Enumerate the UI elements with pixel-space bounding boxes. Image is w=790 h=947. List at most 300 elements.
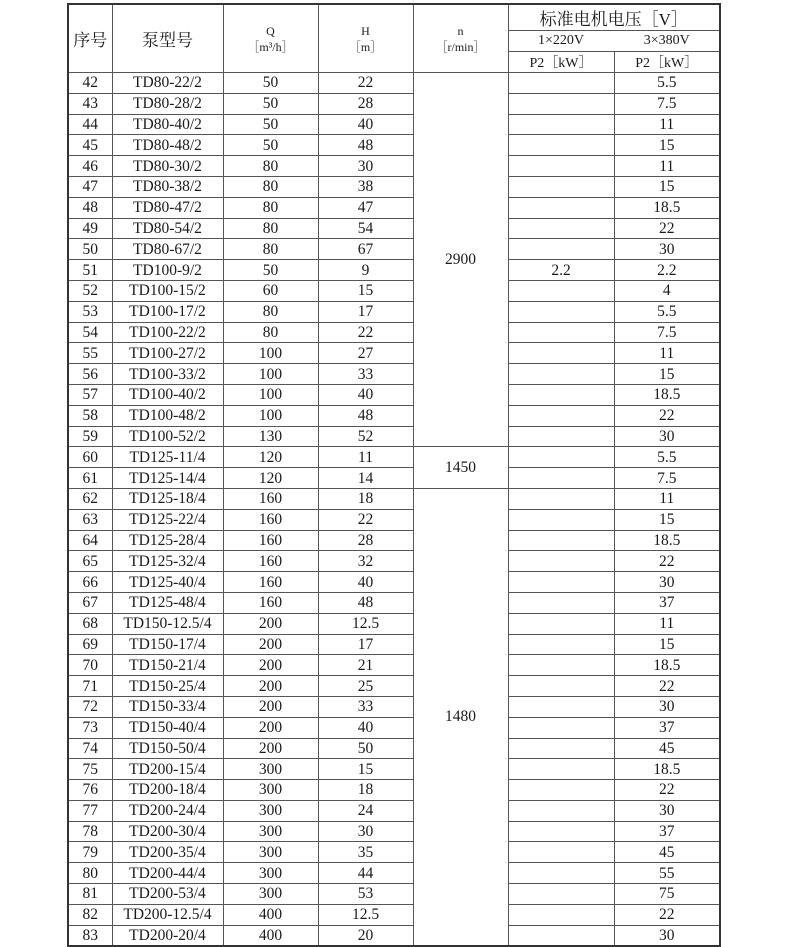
- cell-no: 52: [68, 280, 112, 301]
- cell-model: TD100-22/2: [112, 322, 223, 343]
- cell-p2-three: 55: [614, 863, 720, 884]
- table-header: [68, 4, 720, 73]
- cell-p2-three: 45: [614, 738, 720, 759]
- cell-model: TD100-52/2: [112, 426, 223, 447]
- cell-flow: 100: [223, 343, 318, 364]
- cell-head: 27: [318, 343, 413, 364]
- cell-no: 43: [68, 93, 112, 114]
- cell-p2-three: 7.5: [614, 468, 720, 489]
- cell-p2-three: 30: [614, 572, 720, 593]
- cell-flow: 100: [223, 384, 318, 405]
- cell-no: 59: [68, 426, 112, 447]
- cell-no: 44: [68, 114, 112, 135]
- cell-flow: 200: [223, 676, 318, 697]
- cell-flow: 160: [223, 509, 318, 530]
- cell-model: TD200-44/4: [112, 863, 223, 884]
- cell-p2-three: 22: [614, 218, 720, 239]
- cell-head: 28: [318, 93, 413, 114]
- cell-no: 45: [68, 135, 112, 156]
- cell-flow: 50: [223, 260, 318, 281]
- cell-model: TD80-47/2: [112, 197, 223, 218]
- cell-head: 28: [318, 530, 413, 551]
- cell-model: TD80-30/2: [112, 156, 223, 177]
- cell-model: TD150-33/4: [112, 696, 223, 717]
- cell-p2-single: [508, 114, 614, 135]
- cell-head: 9: [318, 260, 413, 281]
- cell-p2-three: 11: [614, 156, 720, 177]
- cell-flow: 50: [223, 73, 318, 94]
- cell-head: 40: [318, 384, 413, 405]
- table-row: [68, 73, 720, 94]
- cell-model: TD200-20/4: [112, 925, 223, 946]
- cell-flow: 120: [223, 447, 318, 468]
- cell-head: 48: [318, 592, 413, 613]
- cell-head: 18: [318, 488, 413, 509]
- table-row: [68, 863, 720, 884]
- cell-p2-three: 11: [614, 613, 720, 634]
- cell-p2-single: [508, 759, 614, 780]
- cell-model: TD80-67/2: [112, 239, 223, 260]
- cell-flow: 200: [223, 634, 318, 655]
- cell-p2-three: 15: [614, 364, 720, 385]
- cell-flow: 50: [223, 114, 318, 135]
- cell-model: TD150-50/4: [112, 738, 223, 759]
- cell-flow: 300: [223, 780, 318, 801]
- cell-model: TD200-35/4: [112, 842, 223, 863]
- cell-p2-three: 18.5: [614, 530, 720, 551]
- cell-p2-single: [508, 364, 614, 385]
- cell-p2-single: [508, 696, 614, 717]
- cell-p2-three: 30: [614, 426, 720, 447]
- header-single-phase: 1×220V: [508, 31, 614, 52]
- table-row: [68, 468, 720, 489]
- cell-no: 72: [68, 696, 112, 717]
- cell-no: 60: [68, 447, 112, 468]
- table-row: [68, 364, 720, 385]
- cell-head: 15: [318, 280, 413, 301]
- cell-model: TD125-40/4: [112, 572, 223, 593]
- cell-model: TD150-40/4: [112, 717, 223, 738]
- cell-flow: 300: [223, 842, 318, 863]
- table-row: [68, 488, 720, 509]
- table-row: [68, 904, 720, 925]
- table-row: [68, 821, 720, 842]
- table-row: [68, 405, 720, 426]
- cell-no: 48: [68, 197, 112, 218]
- cell-p2-three: 30: [614, 696, 720, 717]
- cell-p2-single: [508, 301, 614, 322]
- cell-p2-three: 15: [614, 509, 720, 530]
- cell-p2-three: 7.5: [614, 322, 720, 343]
- cell-head: 53: [318, 884, 413, 905]
- cell-flow: 80: [223, 197, 318, 218]
- cell-no: 54: [68, 322, 112, 343]
- cell-no: 74: [68, 738, 112, 759]
- header-three-phase: 3×380V: [614, 31, 720, 52]
- table-row: [68, 135, 720, 156]
- cell-p2-three: 11: [614, 114, 720, 135]
- cell-no: 61: [68, 468, 112, 489]
- cell-head: 12.5: [318, 904, 413, 925]
- cell-no: 67: [68, 592, 112, 613]
- cell-p2-single: [508, 135, 614, 156]
- cell-p2-three: 22: [614, 551, 720, 572]
- cell-no: 81: [68, 884, 112, 905]
- cell-p2-single: [508, 655, 614, 676]
- header-no: 序号: [68, 4, 112, 73]
- table-row: [68, 738, 720, 759]
- cell-model: TD150-17/4: [112, 634, 223, 655]
- cell-no: 78: [68, 821, 112, 842]
- cell-flow: 300: [223, 863, 318, 884]
- header-voltage-group: 标准电机电压［V］: [508, 4, 720, 31]
- cell-p2-three: 18.5: [614, 759, 720, 780]
- cell-model: TD80-40/2: [112, 114, 223, 135]
- cell-model: TD100-33/2: [112, 364, 223, 385]
- cell-no: 57: [68, 384, 112, 405]
- cell-no: 47: [68, 176, 112, 197]
- table-row: [68, 384, 720, 405]
- cell-no: 46: [68, 156, 112, 177]
- cell-flow: 200: [223, 613, 318, 634]
- cell-p2-three: 45: [614, 842, 720, 863]
- table-row: [68, 280, 720, 301]
- cell-no: 82: [68, 904, 112, 925]
- cell-no: 83: [68, 925, 112, 946]
- cell-head: 14: [318, 468, 413, 489]
- cell-flow: 160: [223, 572, 318, 593]
- cell-p2-single: [508, 717, 614, 738]
- cell-model: TD125-28/4: [112, 530, 223, 551]
- cell-p2-single: [508, 884, 614, 905]
- cell-p2-single: [508, 551, 614, 572]
- header-speed: [413, 4, 508, 73]
- table-row: [68, 530, 720, 551]
- cell-flow: 160: [223, 592, 318, 613]
- cell-head: 22: [318, 509, 413, 530]
- cell-model: TD125-32/4: [112, 551, 223, 572]
- cell-no: 49: [68, 218, 112, 239]
- cell-p2-three: 18.5: [614, 197, 720, 218]
- table-row: [68, 592, 720, 613]
- header-flow: [223, 4, 318, 73]
- cell-p2-three: 30: [614, 925, 720, 946]
- table-row: [68, 197, 720, 218]
- cell-p2-three: 4: [614, 280, 720, 301]
- cell-p2-single: [508, 176, 614, 197]
- table-row: [68, 655, 720, 676]
- cell-no: 80: [68, 863, 112, 884]
- cell-model: TD200-30/4: [112, 821, 223, 842]
- cell-no: 73: [68, 717, 112, 738]
- cell-p2-three: 2.2: [614, 260, 720, 281]
- header-flow-unit: ［m³/h］: [247, 39, 294, 54]
- cell-head: 33: [318, 696, 413, 717]
- cell-speed: 1480: [413, 488, 508, 946]
- cell-no: 55: [68, 343, 112, 364]
- table-row: [68, 780, 720, 801]
- cell-head: 48: [318, 405, 413, 426]
- table-row: [68, 759, 720, 780]
- cell-model: TD100-9/2: [112, 260, 223, 281]
- cell-head: 18: [318, 780, 413, 801]
- table-row: [68, 551, 720, 572]
- cell-no: 42: [68, 73, 112, 94]
- header-head-label: H: [361, 23, 370, 38]
- cell-head: 52: [318, 426, 413, 447]
- cell-speed: 2900: [413, 73, 508, 447]
- cell-no: 66: [68, 572, 112, 593]
- cell-head: 17: [318, 634, 413, 655]
- cell-flow: 160: [223, 488, 318, 509]
- cell-head: 22: [318, 73, 413, 94]
- cell-flow: 100: [223, 364, 318, 385]
- cell-p2-three: 37: [614, 821, 720, 842]
- header-speed-label: n: [457, 23, 464, 38]
- cell-p2-single: [508, 572, 614, 593]
- cell-flow: 200: [223, 717, 318, 738]
- header-speed-unit: ［r/min］: [435, 39, 486, 54]
- cell-model: TD200-18/4: [112, 780, 223, 801]
- cell-model: TD125-14/4: [112, 468, 223, 489]
- cell-p2-single: [508, 509, 614, 530]
- cell-head: 24: [318, 800, 413, 821]
- cell-flow: 200: [223, 696, 318, 717]
- cell-head: 40: [318, 717, 413, 738]
- cell-flow: 80: [223, 301, 318, 322]
- cell-p2-three: 7.5: [614, 93, 720, 114]
- cell-p2-single: [508, 384, 614, 405]
- cell-p2-single: [508, 73, 614, 94]
- cell-flow: 50: [223, 135, 318, 156]
- cell-head: 40: [318, 114, 413, 135]
- cell-head: 20: [318, 925, 413, 946]
- header-flow-label: Q: [266, 23, 275, 38]
- cell-p2-three: 22: [614, 676, 720, 697]
- cell-p2-three: 11: [614, 343, 720, 364]
- cell-no: 56: [68, 364, 112, 385]
- cell-model: TD125-22/4: [112, 509, 223, 530]
- table-row: [68, 218, 720, 239]
- cell-p2-single: [508, 426, 614, 447]
- cell-model: TD100-15/2: [112, 280, 223, 301]
- cell-p2-single: [508, 280, 614, 301]
- cell-head: 50: [318, 738, 413, 759]
- cell-flow: 120: [223, 468, 318, 489]
- cell-head: 32: [318, 551, 413, 572]
- cell-no: 65: [68, 551, 112, 572]
- cell-p2-single: [508, 904, 614, 925]
- cell-no: 75: [68, 759, 112, 780]
- cell-head: 33: [318, 364, 413, 385]
- cell-flow: 60: [223, 280, 318, 301]
- cell-p2-single: [508, 488, 614, 509]
- cell-p2-three: 11: [614, 488, 720, 509]
- cell-no: 64: [68, 530, 112, 551]
- header-p2-single: P2［kW］: [508, 52, 614, 73]
- cell-no: 77: [68, 800, 112, 821]
- header-head-unit: ［m］: [348, 39, 383, 54]
- cell-flow: 80: [223, 176, 318, 197]
- cell-no: 50: [68, 239, 112, 260]
- cell-flow: 80: [223, 218, 318, 239]
- table-row: [68, 301, 720, 322]
- table-row: [68, 613, 720, 634]
- cell-head: 48: [318, 135, 413, 156]
- table-row: [68, 343, 720, 364]
- cell-no: 68: [68, 613, 112, 634]
- cell-p2-three: 22: [614, 780, 720, 801]
- table-row: [68, 634, 720, 655]
- cell-p2-single: [508, 343, 614, 364]
- cell-p2-three: 5.5: [614, 301, 720, 322]
- cell-p2-three: 5.5: [614, 73, 720, 94]
- table-row: [68, 322, 720, 343]
- cell-p2-single: [508, 156, 614, 177]
- cell-model: TD100-48/2: [112, 405, 223, 426]
- header-model: 泵型号: [112, 4, 223, 73]
- cell-head: 12.5: [318, 613, 413, 634]
- table-row: [68, 884, 720, 905]
- table-row: [68, 114, 720, 135]
- cell-no: 62: [68, 488, 112, 509]
- cell-model: TD125-11/4: [112, 447, 223, 468]
- cell-p2-single: [508, 925, 614, 946]
- table-row: [68, 676, 720, 697]
- cell-no: 70: [68, 655, 112, 676]
- cell-no: 58: [68, 405, 112, 426]
- table-row: [68, 260, 720, 281]
- cell-model: TD100-27/2: [112, 343, 223, 364]
- cell-head: 11: [318, 447, 413, 468]
- cell-p2-three: 75: [614, 884, 720, 905]
- cell-model: TD200-24/4: [112, 800, 223, 821]
- cell-p2-single: [508, 239, 614, 260]
- cell-head: 54: [318, 218, 413, 239]
- cell-flow: 300: [223, 821, 318, 842]
- cell-head: 44: [318, 863, 413, 884]
- cell-model: TD200-15/4: [112, 759, 223, 780]
- cell-head: 15: [318, 759, 413, 780]
- cell-p2-single: [508, 780, 614, 801]
- cell-model: TD80-48/2: [112, 135, 223, 156]
- cell-model: TD150-25/4: [112, 676, 223, 697]
- cell-flow: 160: [223, 551, 318, 572]
- table-row: [68, 447, 720, 468]
- table-row: [68, 572, 720, 593]
- cell-p2-single: [508, 322, 614, 343]
- cell-p2-single: [508, 634, 614, 655]
- cell-flow: 80: [223, 239, 318, 260]
- table-row: [68, 800, 720, 821]
- cell-head: 30: [318, 821, 413, 842]
- cell-p2-three: 15: [614, 135, 720, 156]
- cell-flow: 80: [223, 156, 318, 177]
- cell-p2-single: [508, 592, 614, 613]
- cell-model: TD100-40/2: [112, 384, 223, 405]
- cell-no: 69: [68, 634, 112, 655]
- pump-spec-table: [67, 3, 721, 947]
- table-row: [68, 696, 720, 717]
- cell-no: 71: [68, 676, 112, 697]
- cell-p2-single: [508, 821, 614, 842]
- cell-model: TD80-38/2: [112, 176, 223, 197]
- header-head: [318, 4, 413, 73]
- cell-p2-single: [508, 676, 614, 697]
- cell-head: 35: [318, 842, 413, 863]
- cell-p2-single: [508, 613, 614, 634]
- cell-head: 38: [318, 176, 413, 197]
- cell-p2-single: [508, 93, 614, 114]
- cell-p2-three: 15: [614, 176, 720, 197]
- cell-head: 17: [318, 301, 413, 322]
- cell-model: TD80-22/2: [112, 73, 223, 94]
- cell-p2-single: [508, 405, 614, 426]
- table-row: [68, 426, 720, 447]
- cell-model: TD80-54/2: [112, 218, 223, 239]
- cell-no: 79: [68, 842, 112, 863]
- cell-head: 40: [318, 572, 413, 593]
- cell-flow: 300: [223, 800, 318, 821]
- cell-model: TD100-17/2: [112, 301, 223, 322]
- cell-model: TD125-18/4: [112, 488, 223, 509]
- cell-flow: 200: [223, 655, 318, 676]
- cell-head: 22: [318, 322, 413, 343]
- cell-p2-three: 5.5: [614, 447, 720, 468]
- cell-model: TD80-28/2: [112, 93, 223, 114]
- cell-p2-single: [508, 842, 614, 863]
- cell-head: 67: [318, 239, 413, 260]
- cell-p2-single: [508, 447, 614, 468]
- table-row: [68, 176, 720, 197]
- table-row: [68, 93, 720, 114]
- cell-model: TD150-21/4: [112, 655, 223, 676]
- table-body: [68, 73, 720, 946]
- cell-speed: 1450: [413, 447, 508, 489]
- cell-p2-single: [508, 530, 614, 551]
- cell-flow: 300: [223, 884, 318, 905]
- cell-flow: 50: [223, 93, 318, 114]
- table-row: [68, 239, 720, 260]
- cell-p2-three: 37: [614, 717, 720, 738]
- cell-p2-three: 22: [614, 904, 720, 925]
- cell-p2-three: 30: [614, 800, 720, 821]
- cell-p2-single: [508, 218, 614, 239]
- table-row: [68, 717, 720, 738]
- cell-p2-single: 2.2: [508, 260, 614, 281]
- table-row: [68, 509, 720, 530]
- table-row: [68, 842, 720, 863]
- cell-p2-single: [508, 468, 614, 489]
- cell-p2-single: [508, 197, 614, 218]
- cell-p2-three: 22: [614, 405, 720, 426]
- cell-flow: 400: [223, 925, 318, 946]
- cell-flow: 300: [223, 759, 318, 780]
- cell-p2-three: 15: [614, 634, 720, 655]
- cell-p2-three: 18.5: [614, 655, 720, 676]
- table-row: [68, 925, 720, 946]
- cell-p2-single: [508, 800, 614, 821]
- cell-model: TD125-48/4: [112, 592, 223, 613]
- cell-model: TD200-12.5/4: [112, 904, 223, 925]
- cell-no: 53: [68, 301, 112, 322]
- cell-p2-three: 18.5: [614, 384, 720, 405]
- cell-head: 25: [318, 676, 413, 697]
- cell-model: TD150-12.5/4: [112, 613, 223, 634]
- cell-flow: 130: [223, 426, 318, 447]
- table-row: [68, 156, 720, 177]
- cell-flow: 200: [223, 738, 318, 759]
